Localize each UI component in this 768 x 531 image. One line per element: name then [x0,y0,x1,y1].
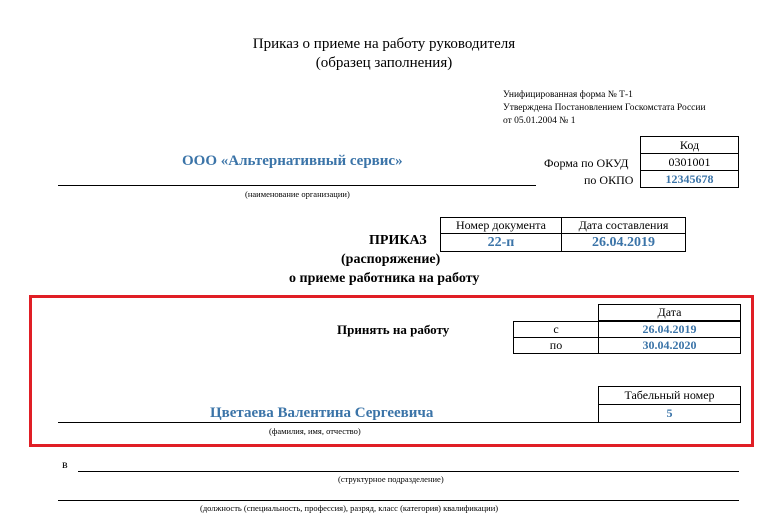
document-subtitle: (распоряжение) [341,252,441,267]
okpo-label: по ОКПО [584,173,634,187]
organization-name: ООО «Альтернативный сервис» [182,153,403,169]
document-subject: о приеме работника на работу [289,271,480,286]
position-underline [58,500,739,501]
tab-number-value: 5 [599,405,741,423]
page-title: Приказ о приеме на работу руководителя [252,36,516,52]
employee-name: Цветаева Валентина Сергеевича [210,405,434,421]
form-meta-line2: Утверждена Постановлением Госкомстата России [503,103,706,113]
department-caption: (структурное подразделение) [338,474,444,484]
doc-date-header: Дата составления [562,218,686,234]
form-meta-line3: от 05.01.2004 № 1 [503,116,576,126]
tab-number-table [598,386,741,423]
hire-dates-table [513,321,741,354]
employee-name-underline [58,422,598,423]
doc-date-value: 26.04.2019 [562,234,686,252]
code-header: Код [641,137,739,154]
organization-caption: (наименование организации) [245,189,350,199]
department-prefix: в [62,457,68,471]
tab-number-header: Табельный номер [599,387,741,405]
position-caption: (должность (специальность, профессия), разряд, класс (категория) квалификации) [200,503,499,513]
organization-underline [58,185,536,186]
hire-from-value: 26.04.2019 [599,322,741,338]
doc-number-value: 22-п [441,234,562,252]
page-subtitle: (образец заполнения) [315,55,453,71]
doc-number-header: Номер документа [441,218,562,234]
hire-from-label: с [514,322,599,338]
document-title: ПРИКАЗ [369,233,427,248]
department-underline [78,471,739,472]
hire-to-value: 30.04.2020 [599,338,741,354]
document-table [440,217,686,252]
okpo-value: 12345678 [641,171,739,188]
okud-value: 0301001 [641,154,739,171]
hire-to-label: по [514,338,599,354]
hire-date-header-table [598,304,741,321]
employee-name-caption: (фамилия, имя, отчество) [269,426,361,436]
codes-table [640,136,739,188]
okud-label: Форма по ОКУД [544,156,629,170]
hire-label: Принять на работу [337,322,450,337]
hire-date-header: Дата [599,305,741,321]
form-meta-line1: Унифицированная форма № Т-1 [503,90,633,100]
